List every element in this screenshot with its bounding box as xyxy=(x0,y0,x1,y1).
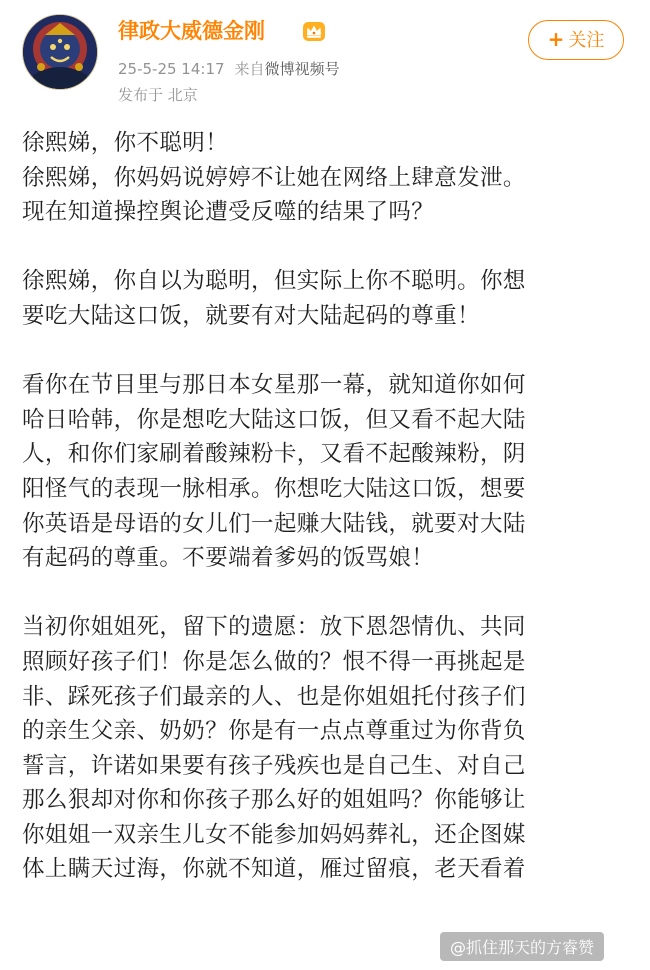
follow-button[interactable] xyxy=(528,20,624,60)
crown-badge-icon xyxy=(302,19,326,43)
post-paragraph: 徐熙娣，你不聪明！ 徐熙娣，你妈妈说婷婷不让她在网络上肆意发泄。 现在知道操控舆论遭受反噬的结果了吗？ xyxy=(22,130,526,226)
post-location: 发布于 北京 xyxy=(118,86,198,104)
post-paragraph: 徐熙娣，你自以为聪明，但实际上你不聪明。你想 要吃大陆这口饭，就要有对大陆起码的尊重！ xyxy=(22,268,526,329)
post-paragraph: 当初你姐姐死，留下的遗愿：放下恩怨情仇、共同 照顾好孩子们！你是怎么做的？恨不得一再挑起是 非、踩死孩子们最亲的人、也是你姐姐托付孩子们 的亲生父亲、奶奶？你是有一点点尊重过为你背负 誓言，许诺如果要有孩子残疾也是自己生、对自己 那么狠却对你和你孩子那么好的姐姐吗？你能够让 你姐姐一双亲生儿女不能参加妈妈葬礼，还企图媒 体上瞒天过海，你就不知道，雁过留痕，老天看着 xyxy=(22,614,526,883)
post-header xyxy=(0,0,650,120)
post-timestamp: 25-5-25 14:17 xyxy=(118,60,225,78)
buddhist-deity-avatar-icon xyxy=(23,15,97,89)
post-source-prefix: 来自 xyxy=(234,60,265,78)
author-name[interactable]: 律政大威德金刚 xyxy=(118,19,265,43)
follow-label: 关注 xyxy=(568,30,605,51)
watermark: @抓住那天的方睿赞 xyxy=(440,932,604,961)
post-content xyxy=(22,126,637,922)
plus-icon: + xyxy=(547,27,565,51)
post-paragraph: 看你在节目里与那日本女星那一幕，就知道你如何 哈日哈韩，你是想吃大陆这口饭，但又看不起大陆 人，和你们家刷着酸辣粉卡，又看不起酸辣粉，阴 阳怪气的表现一脉相承。你想吃大陆这口饭，想要 你英语是母语的女儿们一起赚大陆钱，就要对大陆 有起码的尊重。不要端着爹妈的饭骂娘！ xyxy=(22,372,526,572)
post-source-name[interactable]: 微博视频号 xyxy=(264,60,340,78)
author-avatar[interactable] xyxy=(22,14,98,90)
post-meta xyxy=(118,58,340,80)
